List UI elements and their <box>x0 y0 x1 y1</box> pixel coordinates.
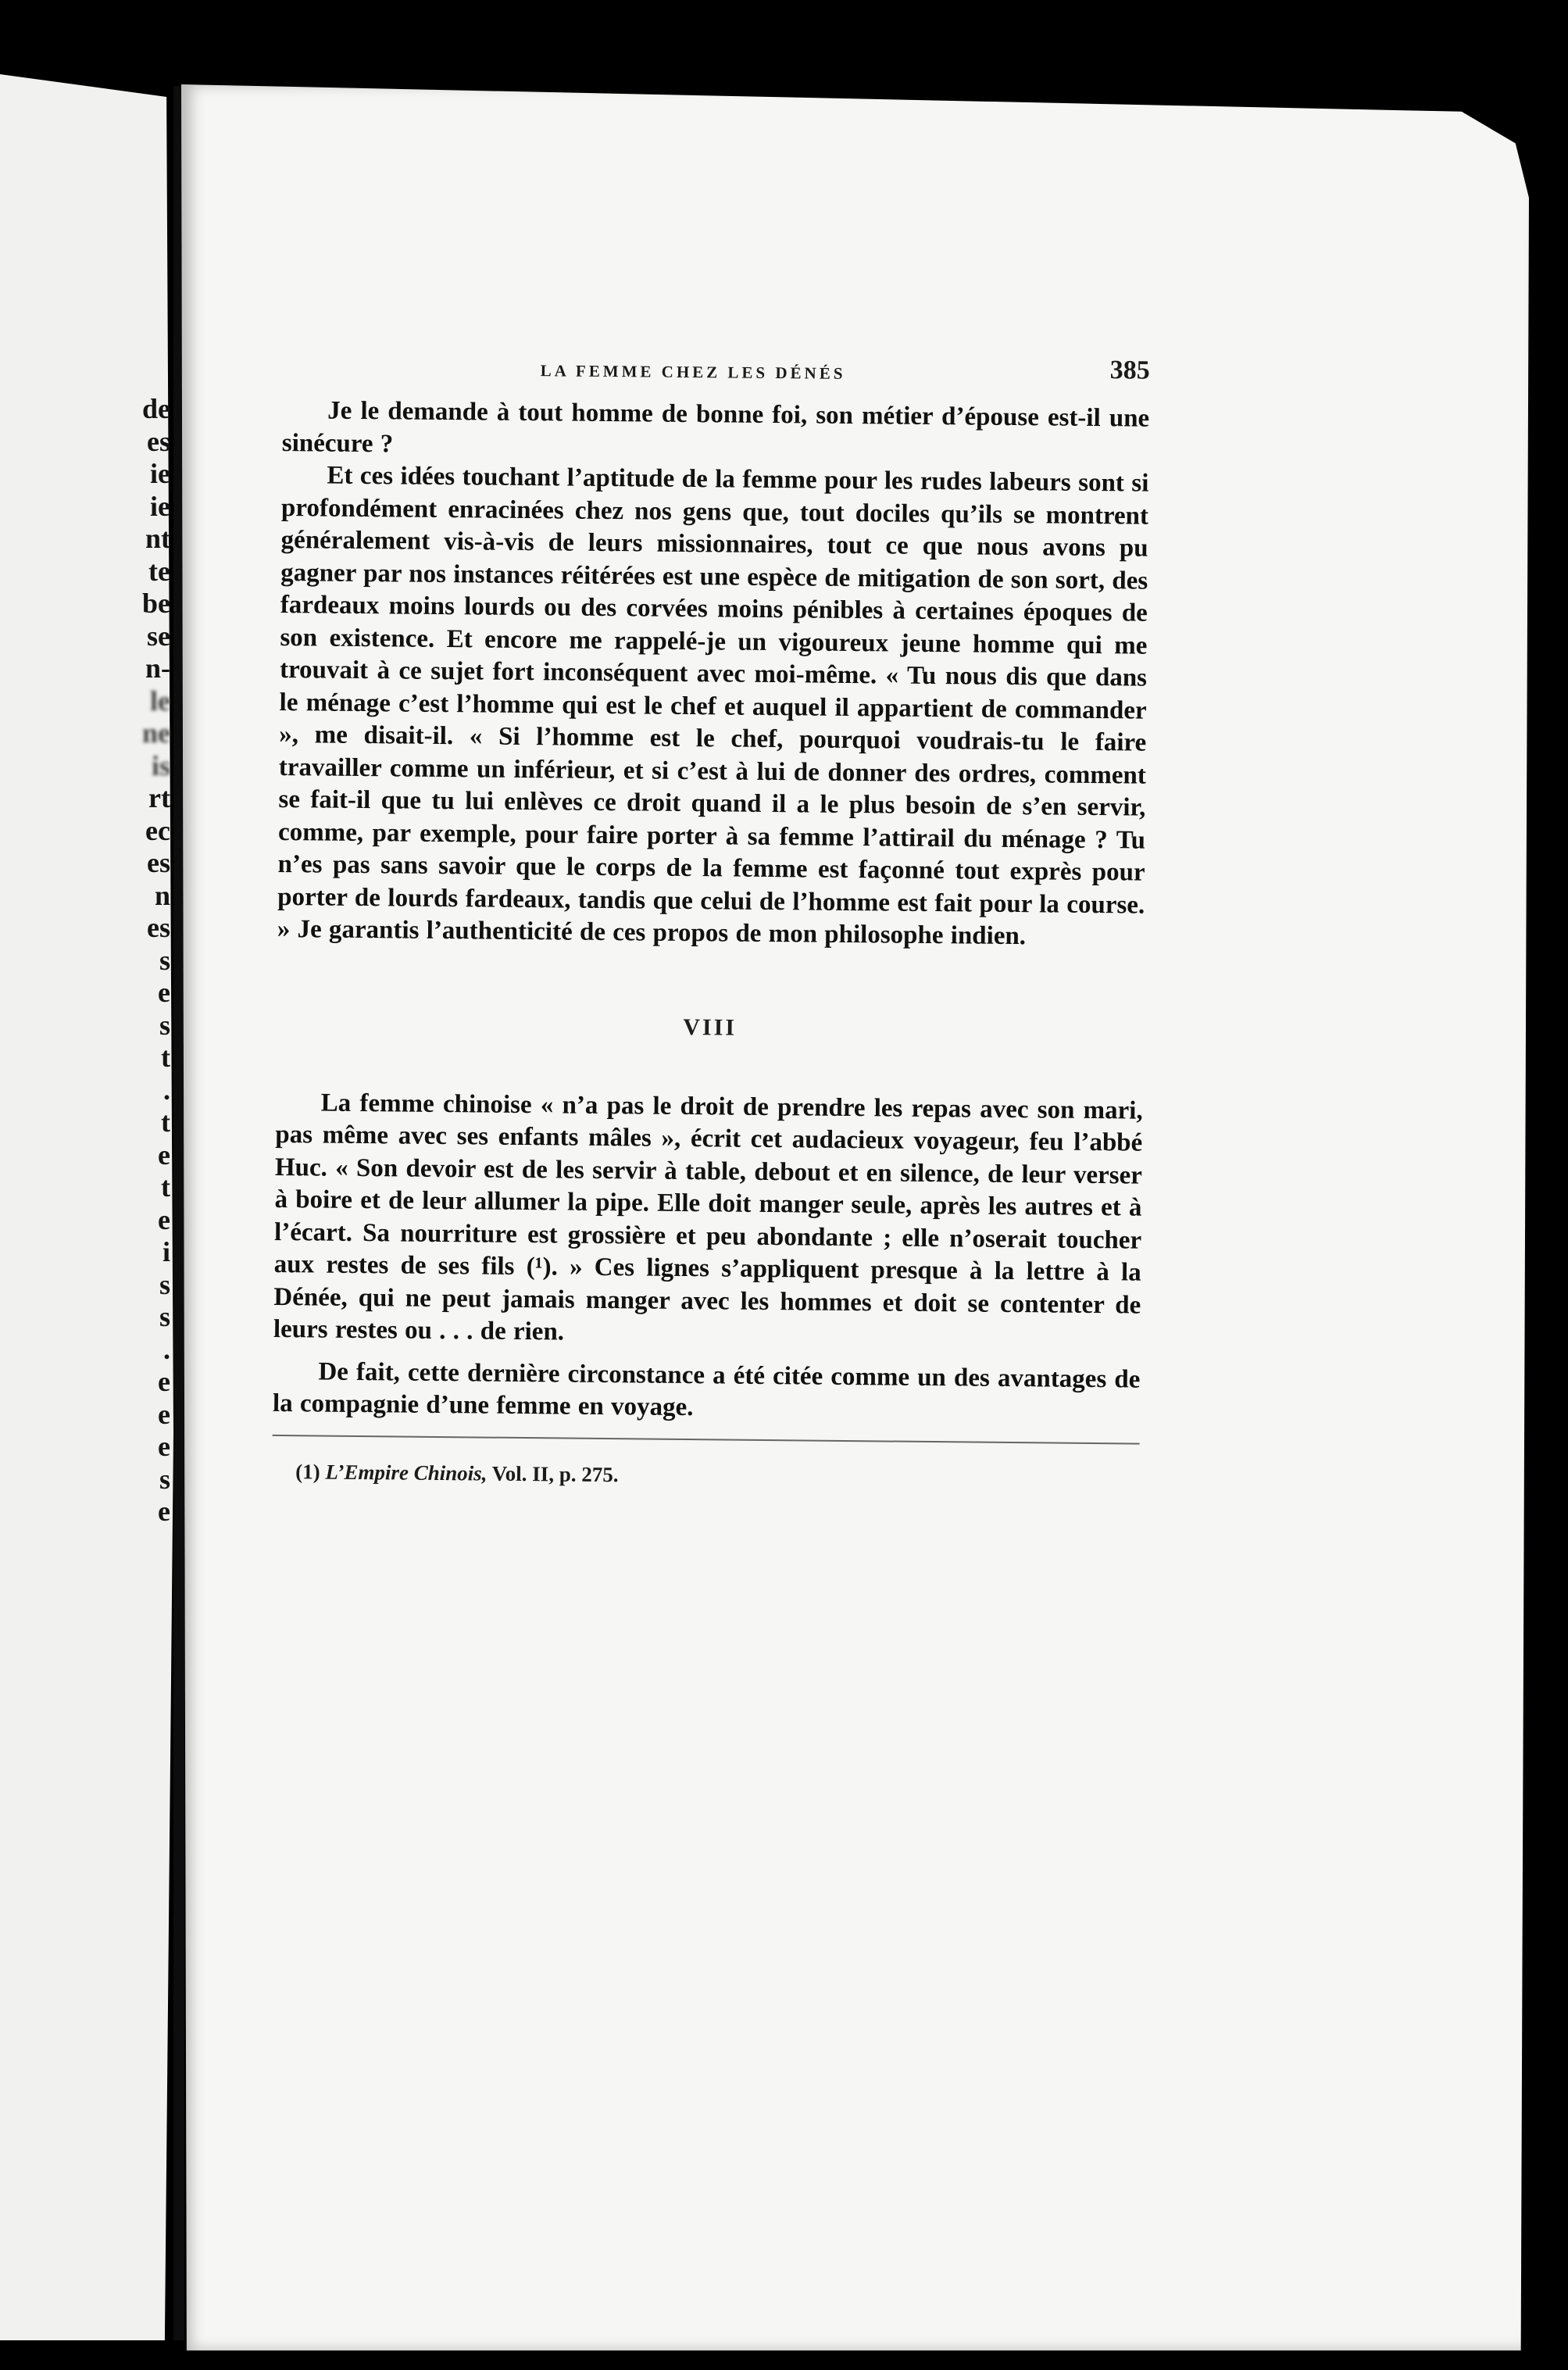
previous-page-fragment: te <box>148 555 170 587</box>
previous-page-fragment: es <box>147 425 170 457</box>
previous-page-fragment: t <box>161 1042 170 1073</box>
previous-page-fragment: e <box>158 1139 170 1171</box>
previous-page-fragment: be <box>142 588 170 619</box>
previous-page-fragment: . <box>163 1333 170 1365</box>
previous-page-fragment: e <box>158 1431 170 1462</box>
previous-page-fragment: s <box>159 1301 170 1332</box>
page-content <box>272 348 1150 1492</box>
footnote-source-title: L’Empire Chinois, <box>325 1460 488 1485</box>
paragraph: Et ces idées touchant l’aptitude de la femme pour les rudes labeurs sont si profondément enracinées chez nos gens que, tout dociles qu’ils se montrent généralement vis-à-vis de leurs missionnaires, tout ce que nous avons pu gagner par nos instances réitérées est une espèce de mitigation de son sort, des fardeaux moins lourds ou des corvées moins pénibles à certaines époques de son existence. Et encore me rappelé-je un vigoureux jeune homme qui me trouvait à ce sujet fort inconséquent avec moi-même. « Tu nous dis que dans le ménage c’est l’homme qui est le chef et auquel il appartient de commander », me disait-il. « Si l’homme est le chef, pourquoi voudrais-tu le faire travailler comme un inférieur, et si c’est à lui de donner des ordres, comment se fait-il que tu lui enlèves ce droit quand il a le plus besoin de s’en servir, comme, par exemple, pour faire porter à sa femme l’attirail du ménage ? Tu n’es pas sans savoir que le corps de la femme est façonné tout exprès pour porter de lourds fardeaux, tandis que celui de l’homme est fait pour la course. » Je garantis l’authenticité de ces propos de mon philosophe indien. <box>277 461 1149 951</box>
footnote-reference: Vol. II, p. 275. <box>491 1461 619 1486</box>
previous-page-fragment: s <box>159 1268 170 1300</box>
previous-page-fragment: e <box>158 1203 170 1235</box>
paragraph: Je le demande à tout homme de bonne foi, son métier d’épouse est-il une sinécure ? <box>281 396 1150 458</box>
previous-page-fragment: ie <box>150 490 170 522</box>
previous-page-fragment: le <box>150 685 170 717</box>
previous-page-fragment: ne <box>142 717 170 749</box>
previous-page-fragment: . <box>163 1074 170 1106</box>
previous-page-fragment: e <box>158 977 170 1008</box>
previous-page-fragment: ec <box>145 814 170 846</box>
previous-page-fragment: i <box>162 1236 170 1267</box>
previous-page-fragment: de <box>142 393 170 424</box>
footnote-rule <box>273 1434 1140 1444</box>
previous-page-fragment: t <box>161 1106 170 1138</box>
previous-page-fragment: n- <box>145 652 170 684</box>
previous-page-fragment: s <box>159 1009 170 1041</box>
previous-page-fragment: t <box>161 1171 170 1203</box>
previous-page-fragment: is <box>151 749 170 781</box>
previous-page-fragment: n <box>154 879 170 911</box>
previous-page-fragment: s <box>159 944 170 976</box>
paragraph: La femme chinoise « n’a pas le droit de prendre les repas avec son mari, pas même avec ses enfants mâles », écrit cet audacieux voyageur, feu l’abbé Huc. « Son devoir est de les servir à table, debout et en silence, de leur verser à boire et de leur allumer la pipe. Elle doit manger seule, après les autres et à l’écart. Sa nourriture est grossière et peu abondante ; elle n’oserait toucher aux restes de ses fils (¹). » Ces lignes s’appliquent presque à la lettre à la Dénée, qui ne peut jamais manger avec les hommes et doit se contenter de leurs restes ou . . . de rien. <box>273 1088 1143 1346</box>
paragraph: De fait, cette dernière circonstance a été citée comme un des avantages de la compagnie d’une femme en voyage. <box>272 1357 1141 1422</box>
previous-page-fragment: e <box>158 1398 170 1430</box>
running-head <box>282 348 1150 403</box>
previous-page-fragment: e <box>158 1366 170 1397</box>
previous-page-fragment: es <box>147 847 170 878</box>
footnote-marker: (1) <box>295 1459 320 1484</box>
previous-page-fragment: es <box>147 912 170 943</box>
section-heading: VIII <box>683 1013 738 1041</box>
previous-page-fragment: s <box>159 1463 170 1495</box>
previous-page-fragment: e <box>158 1496 170 1527</box>
running-title: LA FEMME CHEZ LES DÉNÉS <box>540 361 846 383</box>
previous-page-fragment: nt <box>145 523 170 554</box>
previous-page-fragment: se <box>147 620 170 652</box>
previous-page-fragment: rt <box>148 782 170 813</box>
page-number: 385 <box>1109 356 1150 385</box>
previous-page-fragment: ie <box>150 458 170 489</box>
